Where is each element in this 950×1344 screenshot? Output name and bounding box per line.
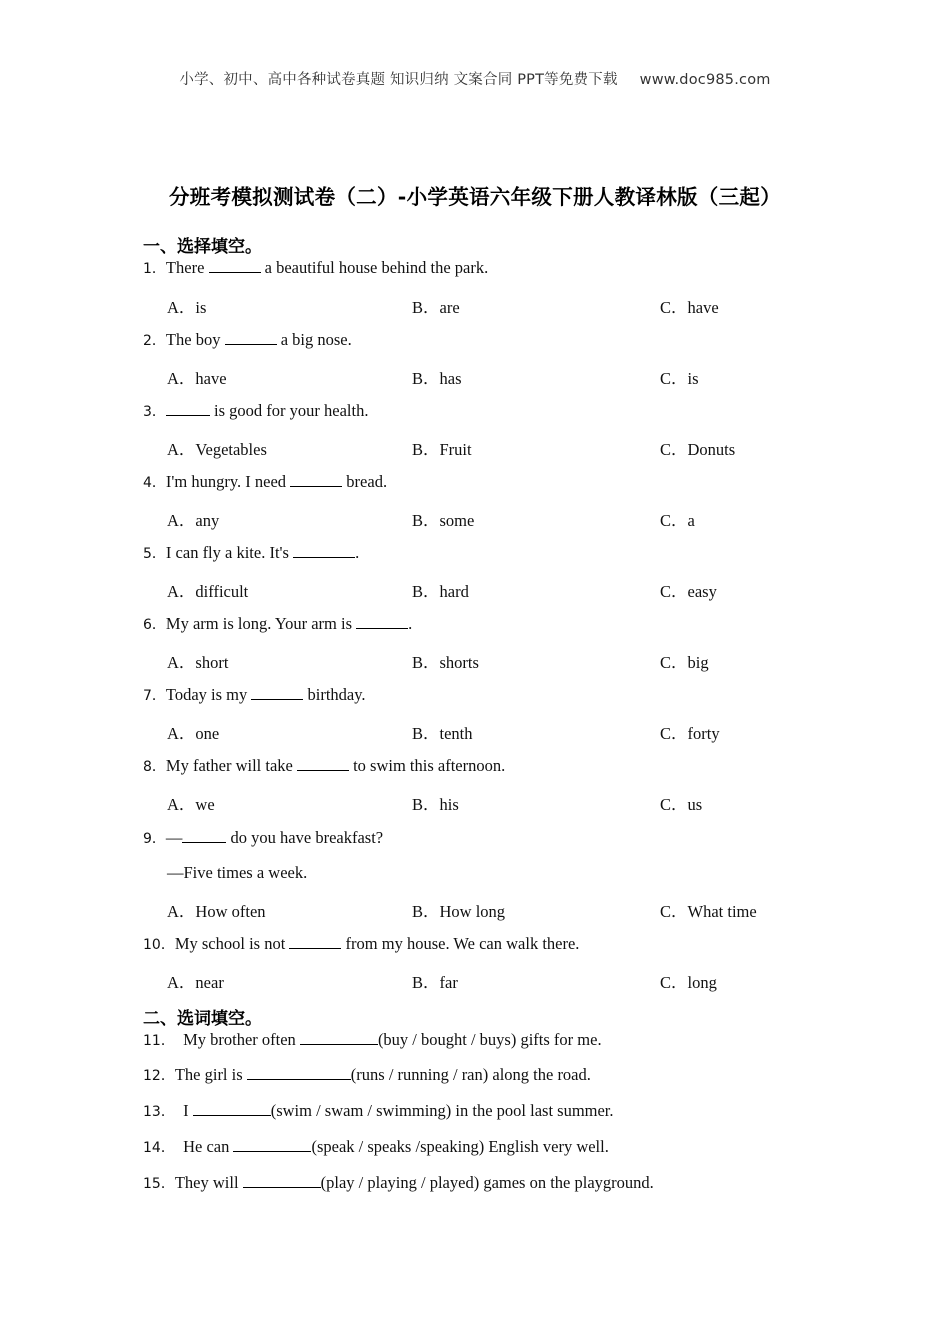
- option-b[interactable]: B．How long: [412, 902, 506, 921]
- option-a[interactable]: A．any: [167, 511, 220, 530]
- option-a[interactable]: A．have: [167, 369, 227, 388]
- question-2: 2．The boy a big nose.: [143, 330, 352, 349]
- answer-blank[interactable]: [289, 934, 341, 949]
- answer-blank[interactable]: [243, 1173, 321, 1188]
- question-15: 15．They will (play / playing / played) games on the playground.: [143, 1173, 654, 1192]
- question-11: 11． My brother often (buy / bought / buys) gifts for me.: [143, 1030, 602, 1049]
- question-10: 10．My school is not from my house. We can walk there.: [143, 934, 580, 953]
- answer-blank[interactable]: [193, 1101, 271, 1116]
- option-c[interactable]: C．us: [660, 795, 703, 814]
- question-9-response: —Five times a week.: [167, 863, 308, 882]
- page-title: 分班考模拟测试卷（二）-小学英语六年级下册人教译林版（三起）: [168, 185, 781, 209]
- option-c[interactable]: C．have: [660, 298, 719, 317]
- option-c[interactable]: C．easy: [660, 582, 717, 601]
- option-b[interactable]: B．shorts: [412, 653, 479, 672]
- question-8: 8．My father will take to swim this afternoon.: [143, 756, 506, 775]
- answer-blank[interactable]: [356, 614, 408, 629]
- answer-blank[interactable]: [233, 1137, 311, 1152]
- answer-blank[interactable]: [293, 543, 355, 558]
- page-header: [0, 68, 950, 89]
- question-7: 7．Today is my birthday.: [143, 685, 366, 704]
- option-a[interactable]: A．we: [167, 795, 215, 814]
- answer-blank[interactable]: [290, 472, 342, 487]
- option-b[interactable]: B．his: [412, 795, 459, 814]
- option-b[interactable]: B．tenth: [412, 724, 473, 743]
- question-13: 13． I (swim / swam / swimming) in the pool last summer.: [143, 1101, 614, 1120]
- question-6: 6．My arm is long. Your arm is .: [143, 614, 413, 633]
- option-b[interactable]: B．Fruit: [412, 440, 472, 459]
- option-b[interactable]: B．has: [412, 369, 462, 388]
- option-b[interactable]: B．hard: [412, 582, 469, 601]
- answer-blank[interactable]: [182, 828, 226, 843]
- option-c[interactable]: C．big: [660, 653, 709, 672]
- question-9: 9．— do you have breakfast?: [143, 828, 384, 847]
- section-1-title: 一、选择填空。: [143, 237, 262, 257]
- option-a[interactable]: A．one: [167, 724, 220, 743]
- answer-blank[interactable]: [166, 401, 210, 416]
- question-3: 3． is good for your health.: [143, 401, 369, 420]
- section-2-title: 二、选词填空。: [143, 1009, 262, 1029]
- option-c[interactable]: C．is: [660, 369, 699, 388]
- option-a[interactable]: A．short: [167, 653, 229, 672]
- option-c[interactable]: C．forty: [660, 724, 720, 743]
- option-a[interactable]: A．difficult: [167, 582, 249, 601]
- option-c[interactable]: C．long: [660, 973, 717, 992]
- question-12: 12．The girl is (runs / running / ran) along the road.: [143, 1065, 591, 1084]
- header-site-link[interactable]: www.doc985.com: [639, 72, 771, 88]
- option-c[interactable]: C．What time: [660, 902, 757, 921]
- header-text: 小学、初中、高中各种试卷真题 知识归纳 文案合同 PPT等免费下载: [179, 72, 618, 88]
- question-4: 4．I'm hungry. I need bread.: [143, 472, 388, 491]
- option-b[interactable]: B．far: [412, 973, 458, 992]
- option-a[interactable]: A．Vegetables: [167, 440, 267, 459]
- answer-blank[interactable]: [251, 685, 303, 700]
- option-b[interactable]: B．are: [412, 298, 460, 317]
- question-14: 14． He can (speak / speaks /speaking) English very well.: [143, 1137, 609, 1156]
- answer-blank[interactable]: [300, 1030, 378, 1045]
- answer-blank[interactable]: [247, 1065, 351, 1080]
- option-a[interactable]: A．is: [167, 298, 207, 317]
- answer-blank[interactable]: [297, 756, 349, 771]
- option-a[interactable]: A．How often: [167, 902, 266, 921]
- question-1: 1．There a beautiful house behind the park.: [143, 258, 489, 277]
- answer-blank[interactable]: [225, 330, 277, 345]
- answer-blank[interactable]: [209, 258, 261, 273]
- question-5: 5．I can fly a kite. It's .: [143, 543, 360, 562]
- option-c[interactable]: C．a: [660, 511, 695, 530]
- option-c[interactable]: C．Donuts: [660, 440, 736, 459]
- option-b[interactable]: B．some: [412, 511, 475, 530]
- option-a[interactable]: A．near: [167, 973, 224, 992]
